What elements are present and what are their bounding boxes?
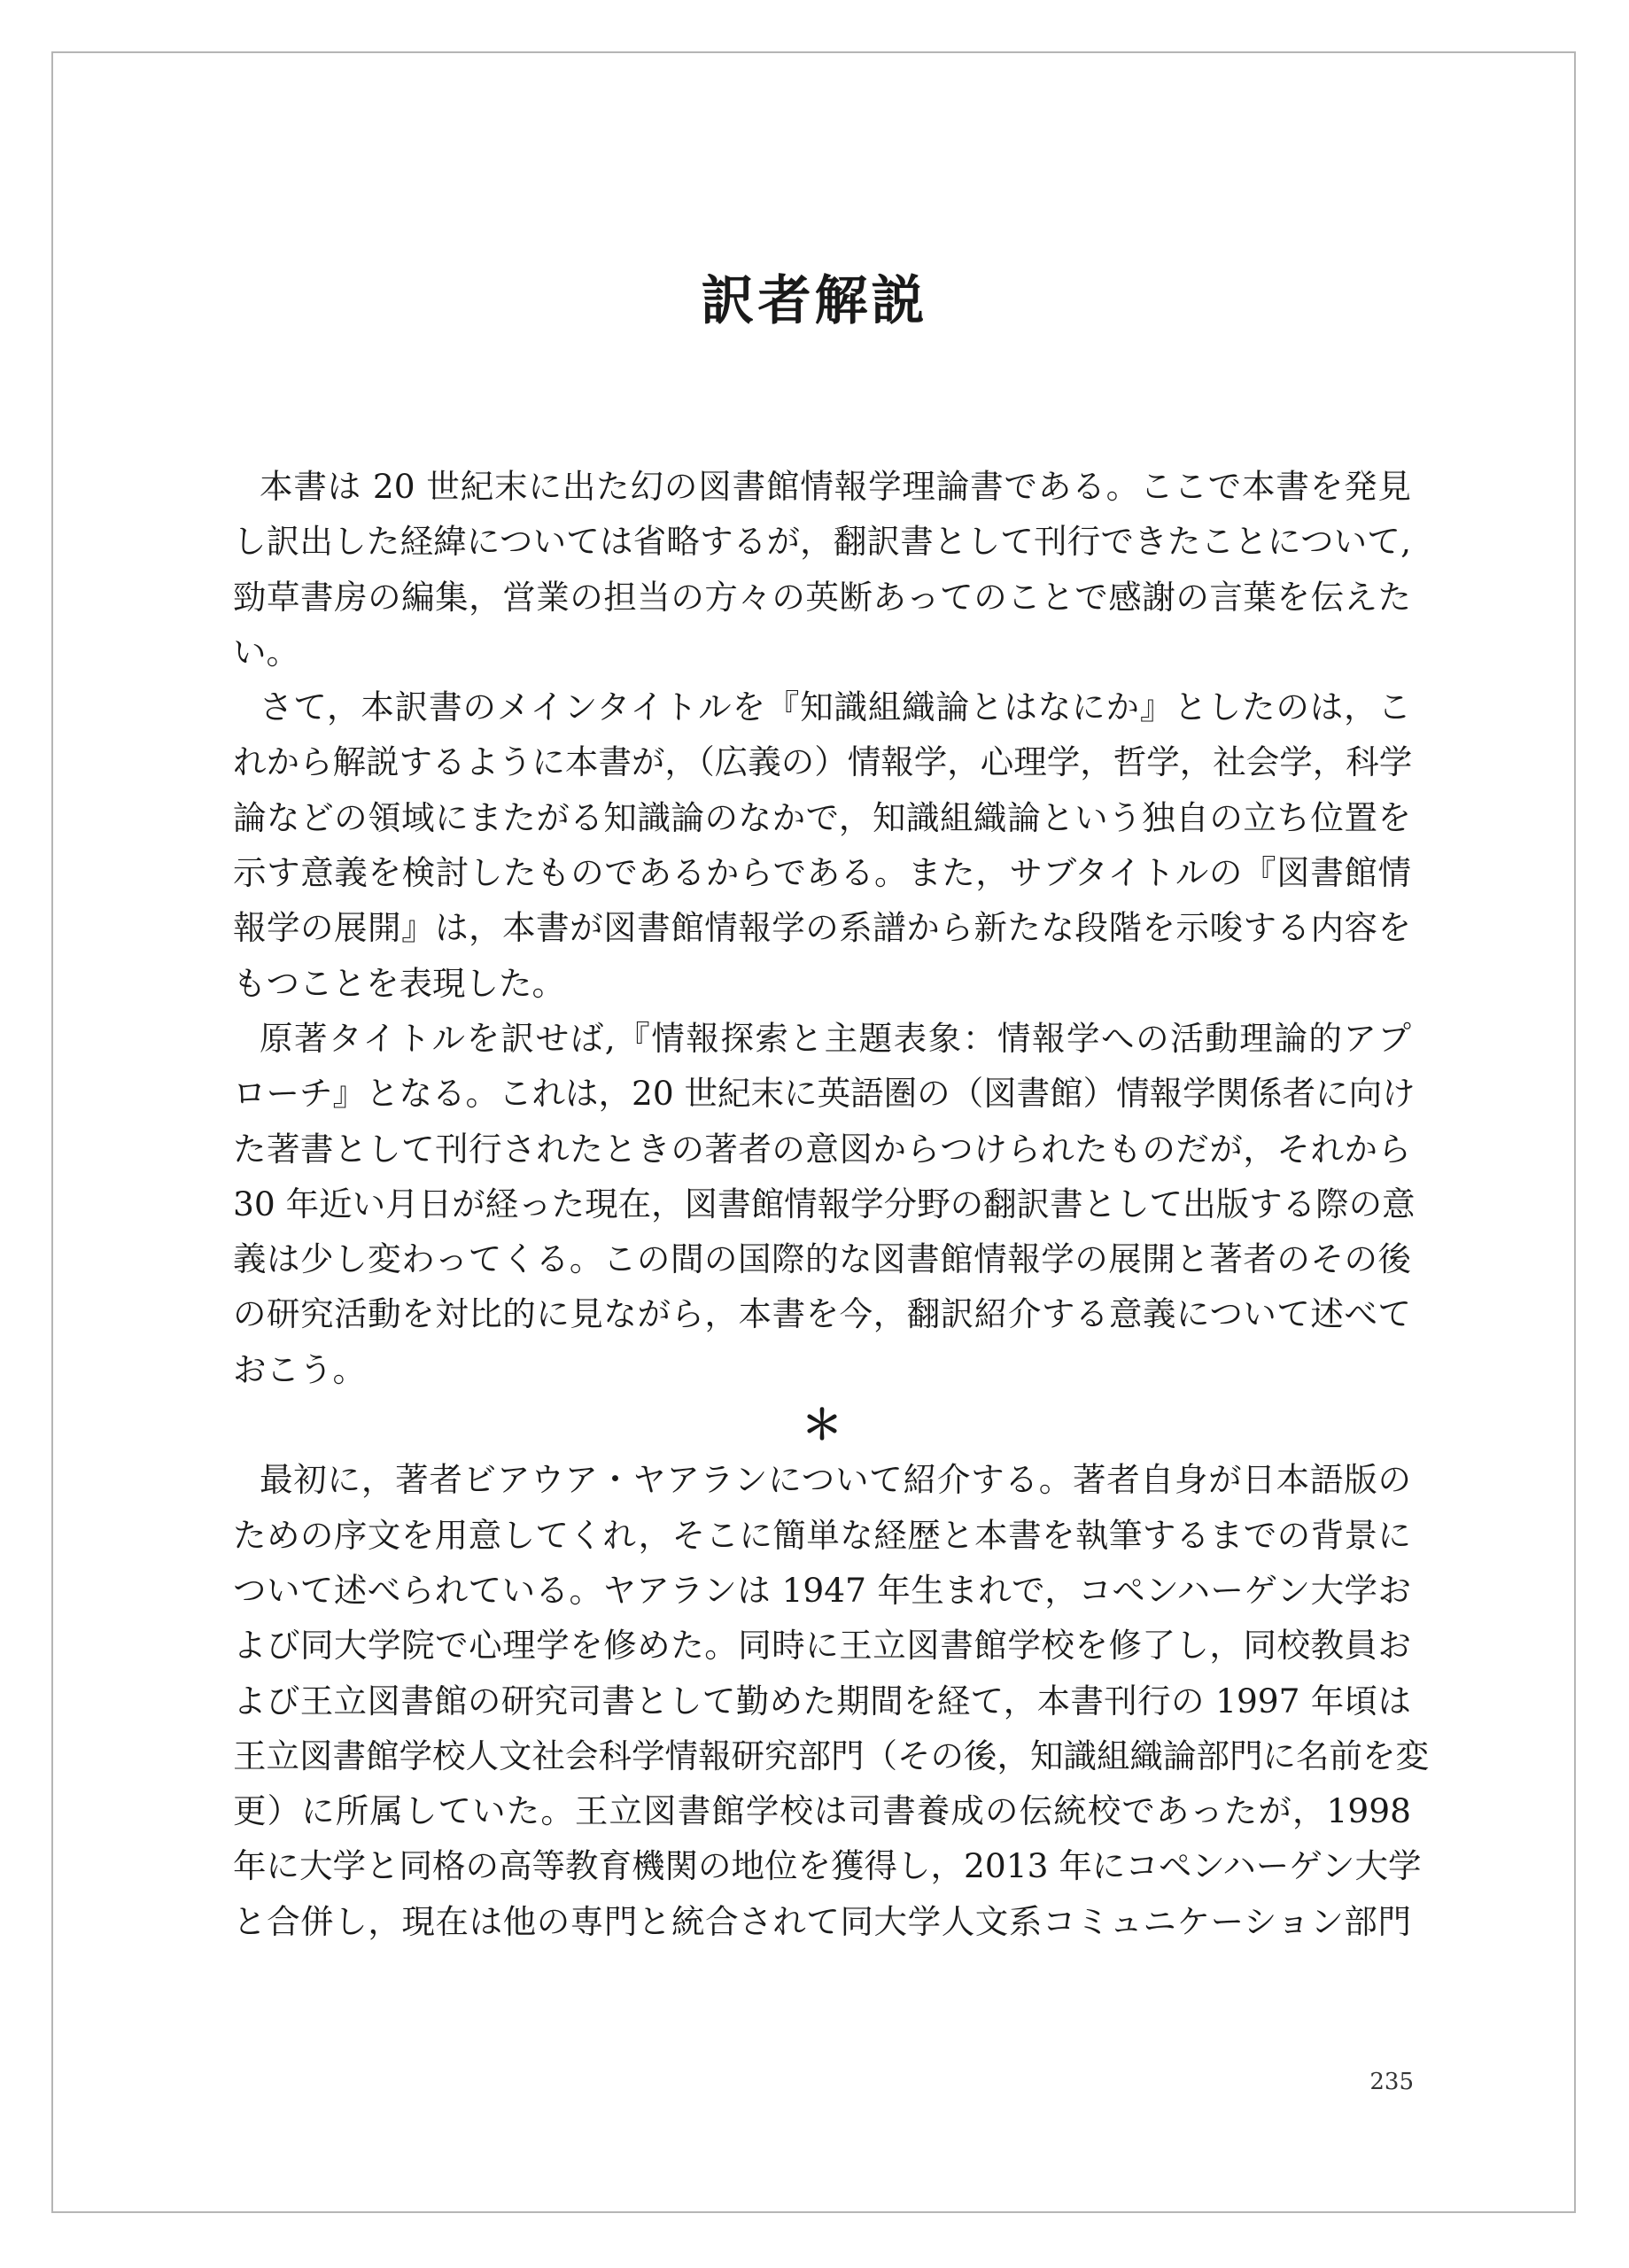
- text-line: ついて述べられている。ヤアランは 1947 年生まれで，コペンハーゲン大学お: [233, 1570, 1411, 1610]
- text-line: 更）に所属していた。王立図書館学校は司書養成の伝統校であったが，1998: [233, 1791, 1411, 1831]
- text-line: と合併し，現在は他の専門と統合されて同大学人文系コミュニケーション部門: [233, 1901, 1411, 1941]
- text-line: の研究活動を対比的に見ながら，本書を今，翻訳紹介する意義について述べて: [233, 1294, 1411, 1334]
- text-line: 勁草書房の編集，営業の担当の方々の英断あってのことで感謝の言葉を伝えた: [233, 577, 1411, 617]
- text-line: よび同大学院で心理学を修めた。同時に王立図書館学校を修了し，同校教員お: [233, 1626, 1411, 1666]
- text-line: 王立図書館学校人文社会科学情報研究部門（その後，知識組織論部門に名前を変: [233, 1736, 1429, 1775]
- text-line: い。: [233, 632, 299, 672]
- text-line: 示す意義を検討したものであるからである。また，サブタイトルの『図書館情: [233, 853, 1411, 893]
- text-line: 義は少し変わってくる。この間の国際的な図書館情報学の展開と著者のその後: [233, 1239, 1411, 1279]
- text-line: 最初に，著者ビアウア・ヤアランについて紹介する。著者自身が日本語版の: [260, 1460, 1411, 1500]
- text-line: さて，本訳書のメインタイトルを『知識組織論とはなにか』としたのは，こ: [260, 687, 1411, 727]
- text-line: 論などの領域にまたがる知識論のなかで，知識組織論という独自の立ち位置を: [233, 797, 1411, 837]
- body-text: [233, 459, 1429, 1949]
- page-number: 235: [1369, 2069, 1414, 2095]
- text-line: 30 年近い月日が経った現在，図書館情報学分野の翻訳書として出版する際の意: [233, 1184, 1416, 1223]
- text-line: 年に大学と同格の高等教育機関の地位を獲得し，2013 年にコペンハーゲン大学: [233, 1846, 1422, 1886]
- text-line: 報学の展開』は，本書が図書館情報学の系譜から新たな段階を示唆する内容を: [233, 908, 1411, 948]
- text-line: おこう。: [233, 1349, 366, 1389]
- text-line: よび王立図書館の研究司書として勤めた期間を経て，本書刊行の 1997 年頃は: [233, 1681, 1411, 1720]
- text-line: ための序文を用意してくれ，そこに簡単な経歴と本書を執筆するまでの背景に: [233, 1515, 1411, 1555]
- text-line: ローチ』となる。これは，20 世紀末に英語圏の（図書館）情報学関係者に向け: [233, 1074, 1416, 1114]
- text-line: た著書として刊行されたときの著者の意図からつけられたものだが，それから: [233, 1129, 1411, 1169]
- text-line: れから解説するように本書が，（広義の）情報学，心理学，哲学，社会学，科学: [233, 742, 1413, 782]
- text-line: 原著タイトルを訳せば,『情報探索と主題表象：情報学への活動理論的アプ: [260, 1018, 1411, 1058]
- text-line: 本書は 20 世紀末に出た幻の図書館情報学理論書である。ここで本書を発見: [260, 467, 1411, 506]
- text-line: もつことを表現した。: [233, 963, 565, 1003]
- page-title: 訳者解説: [701, 270, 928, 332]
- text-line: し訳出した経緯については省略するが，翻訳書として刊行できたことについて,: [233, 522, 1411, 562]
- section-separator: ＊: [802, 1401, 842, 1449]
